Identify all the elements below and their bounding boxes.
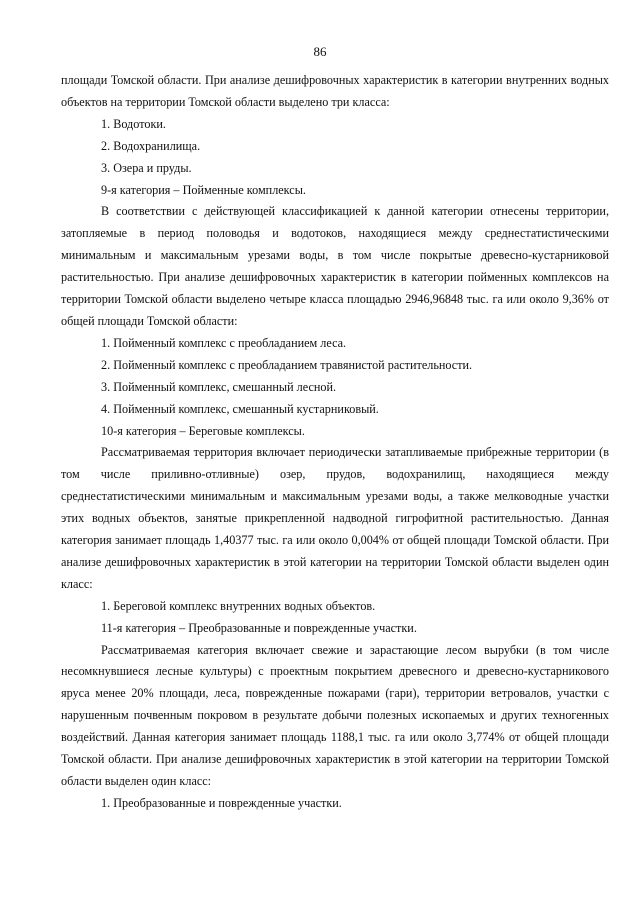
paragraph: 1. Пойменный комплекс с преобладанием леса. (101, 335, 347, 350)
paragraph: 9-я категория – Пойменные комплексы. (101, 182, 306, 197)
body-text (61, 70, 609, 815)
page-number: 86 (313, 44, 327, 59)
paragraph: В соответствии с действующей классификацией к данной категории отнесены территории, затопляемые в период половодья и водотоков, находящиеся между среднестатистическими минимальным и максимальным урезами воды, в том числе покрытые древесно-кустарниковой растительностью. При анализе дешифровочных характеристик в категории пойменных комплексов на территории Томской области выделено четыре класса площадью 2946,96848 тыс. га или около 9,36% от общей площади Томской области: (61, 204, 609, 328)
paragraph: 2. Водохранилища. (101, 138, 201, 153)
paragraph: площади Томской области. При анализе дешифровочных характеристик в категории внутренних водных объектов на территории Томской области выделено три класса: (61, 73, 609, 109)
paragraph: 4. Пойменный комплекс, смешанный кустарниковый. (101, 401, 379, 416)
paragraph: 11-я категория – Преобразованные и поврежденные участки. (101, 620, 417, 635)
paragraph: 3. Озера и пруды. (101, 160, 192, 175)
paragraph: 1. Преобразованные и поврежденные участки. (101, 795, 342, 810)
paragraph: 3. Пойменный комплекс, смешанный лесной. (101, 379, 337, 394)
paragraph: 10-я категория – Береговые комплексы. (101, 423, 305, 438)
paragraph: 2. Пойменный комплекс с преобладанием травянистой растительности. (101, 357, 473, 372)
paragraph: 1. Береговой комплекс внутренних водных объектов. (101, 598, 376, 613)
paragraph: Рассматриваемая категория включает свежие и зарастающие лесом вырубки (в том числе несомкнувшиеся лесные культуры) с проектным покрытием древесного и древесно-кустарникового яруса менее 20% площади, леса, поврежденные пожарами (гари), территории ветровалов, участки с нарушенным почвенным покровом в результате добычи полезных ископаемых и других техногенных воздействий. Данная категория занимает площадь 1188,1 тыс. га или около 3,774% от общей площади Томской области. При анализе дешифровочных характеристик в этой категории на территории Томской области выделен один класс: (61, 642, 609, 788)
paragraph: Рассматриваемая территория включает периодически затапливаемые прибрежные территории (в том числе приливно-отливные) озер, прудов, водохранилищ, находящиеся между среднестатистическими минимальным и максимальным урезами воды, а также мелководные участки этих водных объектов, занятые прикрепленной надводной гигрофитной растительностью. Данная категория занимает площадь 1,40377 тыс. га или около 0,004% от общей площади Томской области. При анализе дешифровочных характеристик в этой категории на территории Томской области выделен один класс: (61, 445, 609, 591)
paragraph: 1. Водотоки. (101, 116, 166, 131)
